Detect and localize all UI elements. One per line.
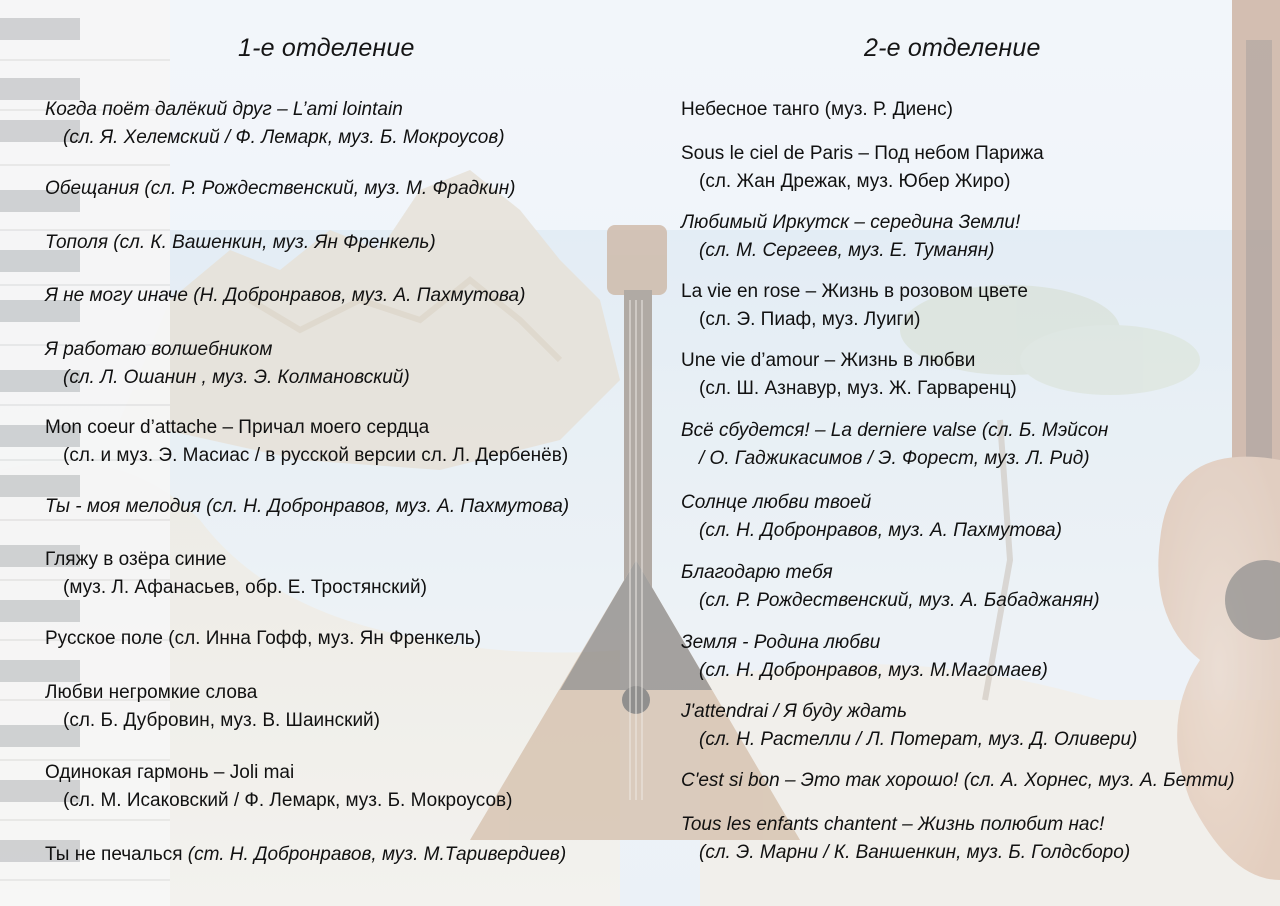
song-credits: (сл. Э. Марни / К. Ваншенкин, муз. Б. Голдсборо) bbox=[699, 842, 1131, 863]
program-item bbox=[45, 625, 481, 653]
song-credits: / О. Гаджикасимов / Э. Форест, муз. Л. Рид) bbox=[699, 448, 1090, 469]
program-item bbox=[681, 347, 1017, 403]
song-title: Любимый Иркутск – середина Земли! bbox=[681, 212, 1021, 233]
song-credits: (сл. Жан Дрежак, муз. Юбер Жиро) bbox=[699, 171, 1011, 192]
song-title: Небесное танго (муз. Р. Диенс) bbox=[681, 99, 954, 120]
song-title: Tous les enfants chantent – Жизнь полюбит нас! bbox=[681, 814, 1105, 835]
program-item bbox=[45, 96, 505, 152]
song-credits: (сл. Л. Ошанин , муз. Э. Колмановский) bbox=[63, 367, 410, 388]
song-title: Ты - моя мелодия (сл. Н. Добронравов, муз. А. Пахмутова) bbox=[45, 496, 570, 517]
program-item bbox=[45, 229, 436, 257]
section-2-title: 2-е отделение bbox=[864, 34, 1041, 62]
song-credits: (сл. Н. Добронравов, муз. М.Магомаев) bbox=[699, 660, 1048, 681]
program-item bbox=[45, 546, 427, 602]
program-item bbox=[681, 278, 1028, 334]
song-title: Sous le ciel de Paris – Под небом Парижа bbox=[681, 143, 1044, 164]
song-title: Солнце любви твоей bbox=[681, 492, 872, 513]
song-title: Ты не печалься bbox=[45, 844, 183, 865]
program-item bbox=[45, 493, 569, 521]
program-item bbox=[45, 759, 512, 815]
song-credits: (сл. Я. Хелемский / Ф. Лемарк, муз. Б. Мокроусов) bbox=[63, 127, 505, 148]
song-title: Одинокая гармонь – Joli mai bbox=[45, 762, 295, 783]
song-title: Mon coeur d’attache – Причал моего сердца bbox=[45, 417, 430, 438]
program-item bbox=[45, 679, 380, 735]
program-item bbox=[45, 282, 525, 310]
program-item bbox=[681, 489, 1062, 545]
song-title: Любви негромкие слова bbox=[45, 682, 258, 703]
program-item bbox=[681, 767, 1235, 795]
song-title: Я не могу иначе (Н. Добронравов, муз. А. Пахмутова) bbox=[45, 285, 526, 306]
program-item bbox=[681, 559, 1100, 615]
song-credits: (сл. и муз. Э. Масиас / в русской версии сл. Л. Дербенёв) bbox=[63, 445, 569, 466]
program-item bbox=[681, 629, 1048, 685]
song-credits: (сл. Б. Дубровин, муз. В. Шаинский) bbox=[63, 710, 380, 731]
program-item bbox=[681, 96, 953, 124]
program-item bbox=[681, 140, 1044, 196]
song-title: Тополя (сл. К. Вашенкин, муз. Ян Френкель) bbox=[45, 232, 436, 253]
song-credits: (сл. Ш. Азнавур, муз. Ж. Гарваренц) bbox=[699, 378, 1017, 399]
program-item bbox=[681, 417, 1108, 473]
song-title: La vie en rose – Жизнь в розовом цвете bbox=[681, 281, 1028, 302]
program-item bbox=[45, 336, 410, 392]
song-title: Земля - Родина любви bbox=[681, 632, 881, 653]
program-item bbox=[681, 811, 1130, 867]
song-title: Une vie d’amour – Жизнь в любви bbox=[681, 350, 976, 371]
song-title: J'attendrai / Я буду ждать bbox=[681, 701, 907, 722]
song-credits: (сл. Р. Рождественский, муз. А. Бабаджанян) bbox=[699, 590, 1100, 611]
song-title: Гляжу в озёра синие bbox=[45, 549, 227, 570]
song-credits: (муз. Л. Афанасьев, обр. Е. Тростянский) bbox=[63, 577, 427, 598]
section-1-title: 1-е отделение bbox=[238, 34, 415, 62]
song-credits: (ст. Н. Добронравов, муз. М.Таривердиев) bbox=[182, 844, 567, 865]
song-title: Всё сбудется! – La derniere valse (сл. Б. Мэйсон bbox=[681, 420, 1109, 441]
program-item bbox=[45, 175, 516, 203]
song-credits: (сл. М. Исаковский / Ф. Лемарк, муз. Б. Мокроусов) bbox=[63, 790, 513, 811]
song-title: Русское поле (сл. Инна Гофф, муз. Ян Френкель) bbox=[45, 628, 482, 649]
program-item bbox=[45, 841, 566, 869]
song-title: Обещания (сл. Р. Рождественский, муз. М. Фрадкин) bbox=[45, 178, 516, 199]
program-item bbox=[681, 698, 1137, 754]
program-item bbox=[681, 209, 1020, 265]
song-title: Я работаю волшебником bbox=[45, 339, 273, 360]
song-title: Когда поёт далёкий друг – L’ami lointain bbox=[45, 99, 403, 120]
song-credits: (сл. Н. Добронравов, муз. А. Пахмутова) bbox=[699, 520, 1062, 541]
song-title: Благодарю тебя bbox=[681, 562, 833, 583]
song-credits: (сл. Н. Растелли / Л. Потерат, муз. Д. Оливери) bbox=[699, 729, 1138, 750]
song-credits: (сл. М. Сергеев, муз. Е. Туманян) bbox=[699, 240, 995, 261]
song-credits: (сл. Э. Пиаф, муз. Луиги) bbox=[699, 309, 921, 330]
song-title: C'est si bon – Это так хорошо! (сл. А. Хорнес, муз. А. Бетти) bbox=[681, 770, 1235, 791]
program-item bbox=[45, 414, 568, 470]
